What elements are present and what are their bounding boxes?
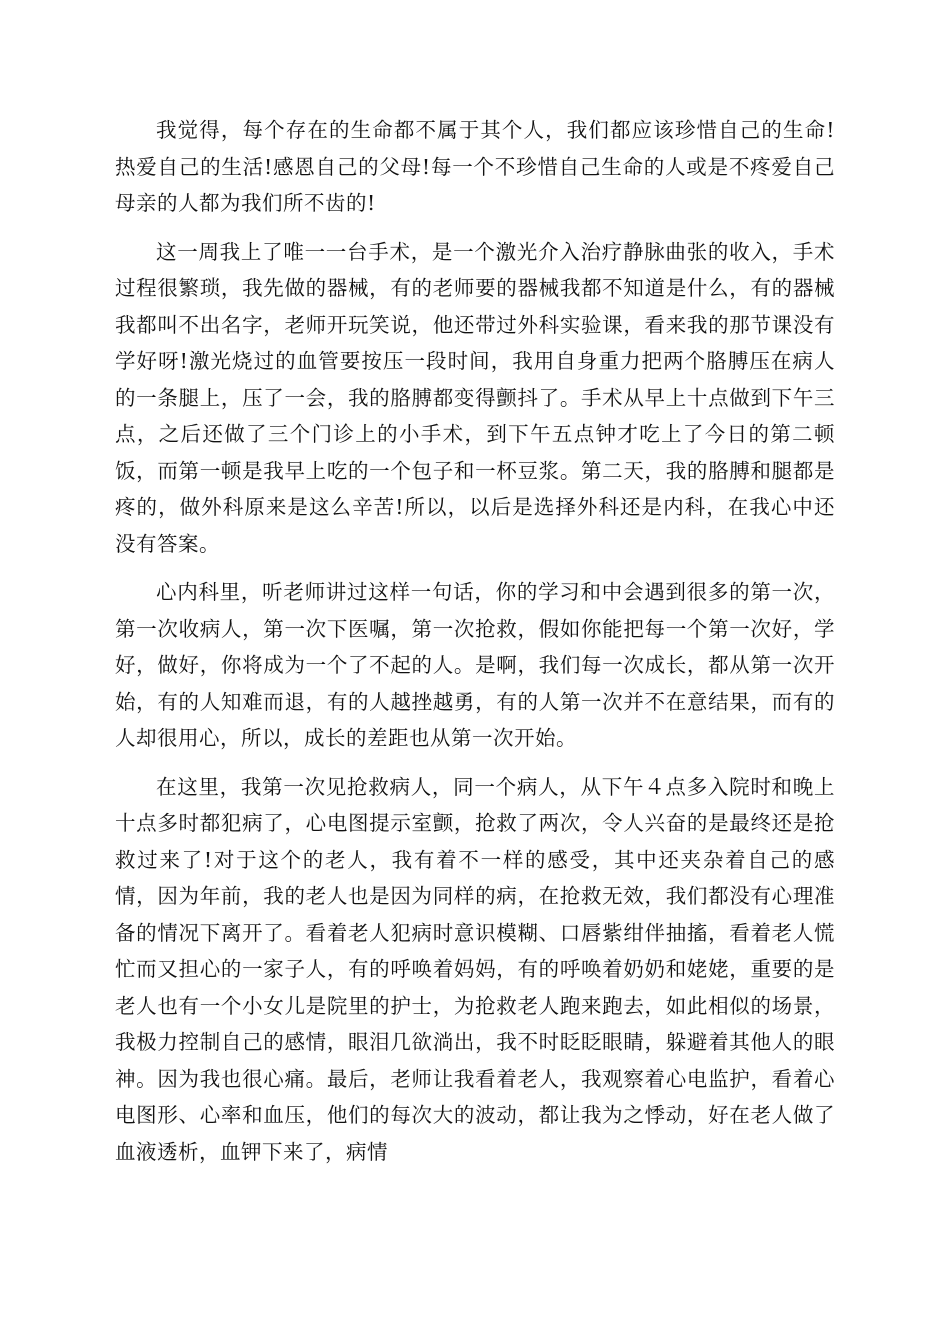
paragraph-1: 我觉得，每个存在的生命都不属于其个人，我们都应该珍惜自己的生命!热爱自己的生活!感恩自己的父母!每一个不珍惜自己生命的人或是不疼爱自己母亲的人都为我们所不齿的! (115, 118, 835, 215)
paragraph-2: 这一周我上了唯一一台手术，是一个激光介入治疗静脉曲张的收入，手术过程很繁琐，我先做的器械，有的老师要的器械我都不知道是什么，有的器械我都叫不出名字，老师开玩笑说，他还带过外科实验课，看来我的那节课没有学好呀!激光烧过的血管要按压一段时间，我用自身重力把两个胳膊压在病人的一条腿上，压了一会，我的胳膊都变得颤抖了。手术从早上十点做到下午三点，之后还做了三个门诊上的小手术，到下午五点钟才吃上了今日的第二顿饭，而第一顿是我早上吃的一个包子和一杯豆浆。第二天，我的胳膊和腿都是疼的，做外科原来是这么辛苦!所以，以后是选择外科还是内科，在我心中还没有答案。 (115, 239, 835, 556)
document-body (115, 112, 835, 1182)
paragraph-4: 在这里，我第一次见抢救病人，同一个病人，从下午４点多入院时和晚上十点多时都犯病了，心电图提示室颤，抢救了两次，令人兴奋的是最终还是抢救过来了!对于这个的老人，我有着不一样的感受，其中还夹杂着自己的感情，因为年前，我的老人也是因为同样的病，在抢救无效，我们都没有心理准备的情况下离开了。看着老人犯病时意识模糊、口唇紫绀伴抽搐，看着老人慌忙而又担心的一家子人，有的呼唤着妈妈，有的呼唤着奶奶和姥姥，重要的是老人也有一个小女儿是院里的护士，为抢救老人跑来跑去，如此相似的场景，我极力控制自己的感情，眼泪几欲淌出，我不时眨眨眼睛，躲避着其他人的眼神。因为我也很心痛。最后，老师让我看着老人，我观察着心电监护，看着心电图形、心率和血压，他们的每次大的波动，都让我为之悸动，好在老人做了血液透析，血钾下来了，病情 (115, 774, 835, 1164)
paragraph-3: 心内科里，听老师讲过这样一句话，你的学习和中会遇到很多的第一次，第一次收病人，第一次下医嘱，第一次抢救，假如你能把每一个第一次好，学好，做好，你将成为一个了不起的人。是啊，我们每一次成长，都从第一次开始，有的人知难而退，有的人越挫越勇，有的人第一次并不在意结果，而有的人却很用心，所以，成长的差距也从第一次开始。 (115, 580, 835, 750)
